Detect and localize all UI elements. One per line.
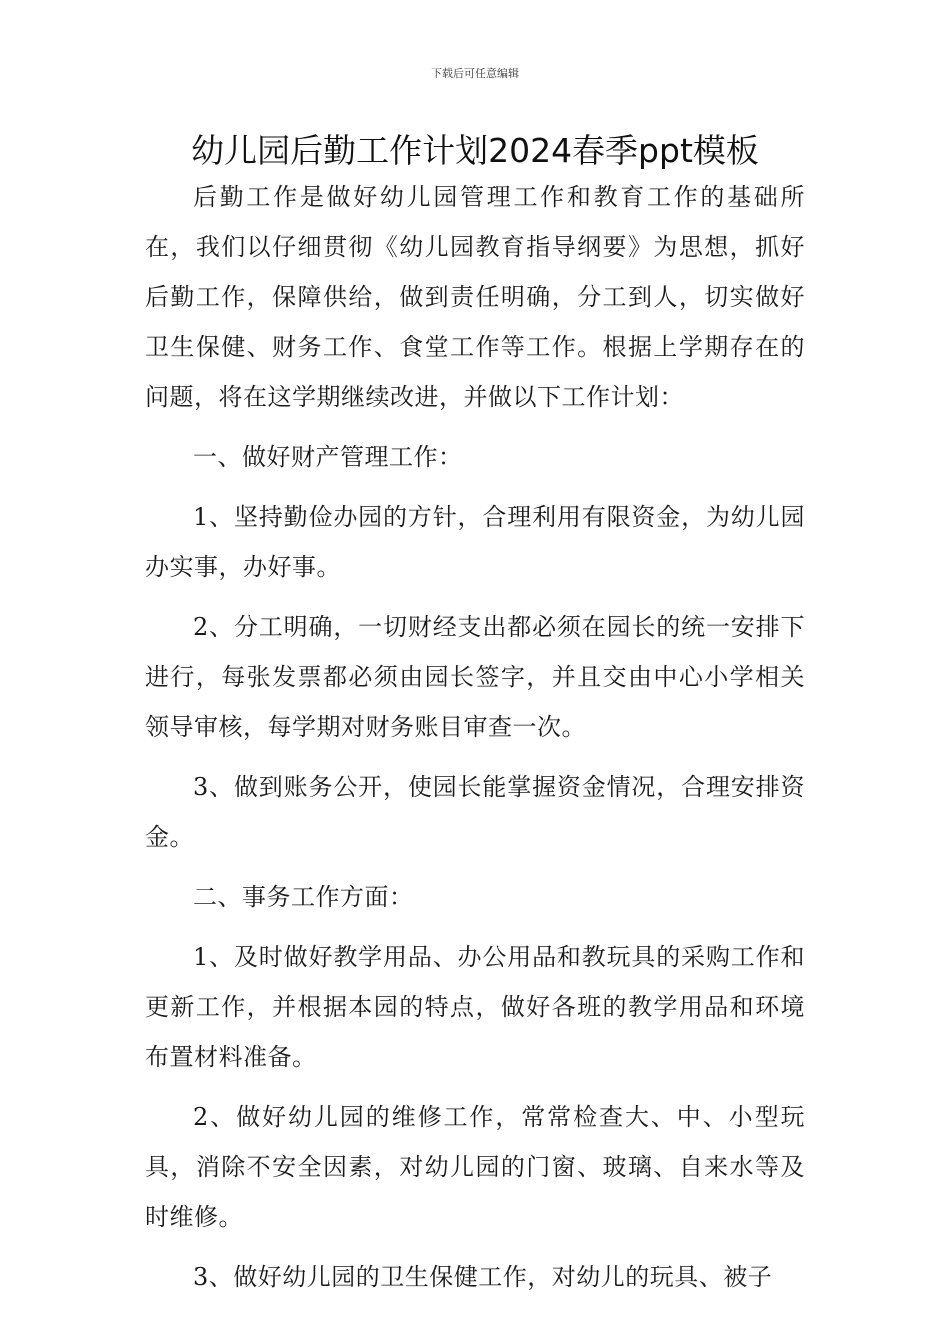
paragraph-affairs-1: 1、及时做好教学用品、办公用品和教玩具的采购工作和更新工作，并根据本园的特点，做好各班的教学用品和环境布置材料准备。 (145, 943, 805, 1071)
paragraph-affairs-3: 3、做好幼儿园的卫生保健工作，对幼儿的玩具、被子 (193, 1263, 773, 1291)
document-body (145, 172, 805, 1312)
paragraph-intro: 后勤工作是做好幼儿园管理工作和教育工作的基础所在，我们以仔细贯彻《幼儿园教育指导纲要》为思想，抓好后勤工作，保障供给，做到责任明确，分工到人，切实做好卫生保健、财务工作、食堂工作等工作。根据上学期存在的问题，将在这学期继续改进，并做以下工作计划： (145, 183, 805, 411)
page-header-note: 下载后可任意编辑 (431, 67, 519, 80)
document-title: 幼儿园后勤工作计划2024春季ppt模板 (191, 131, 759, 170)
section-heading-property-management: 一、做好财产管理工作： (193, 443, 463, 471)
section-heading-affairs: 二、事务工作方面： (193, 883, 414, 911)
paragraph-affairs-2: 2、做好幼儿园的维修工作，常常检查大、中、小型玩具，消除不安全因素，对幼儿园的门窗、玻璃、自来水等及时维修。 (145, 1103, 805, 1231)
paragraph-property-1: 1、坚持勤俭办园的方针，合理利用有限资金，为幼儿园办实事，办好事。 (145, 503, 805, 581)
paragraph-property-3: 3、做到账务公开，使园长能掌握资金情况，合理安排资金。 (145, 773, 805, 851)
paragraph-property-2: 2、分工明确，一切财经支出都必须在园长的统一安排下进行，每张发票都必须由园长签字，并且交由中心小学相关领导审核，每学期对财务账目审查一次。 (145, 613, 805, 741)
